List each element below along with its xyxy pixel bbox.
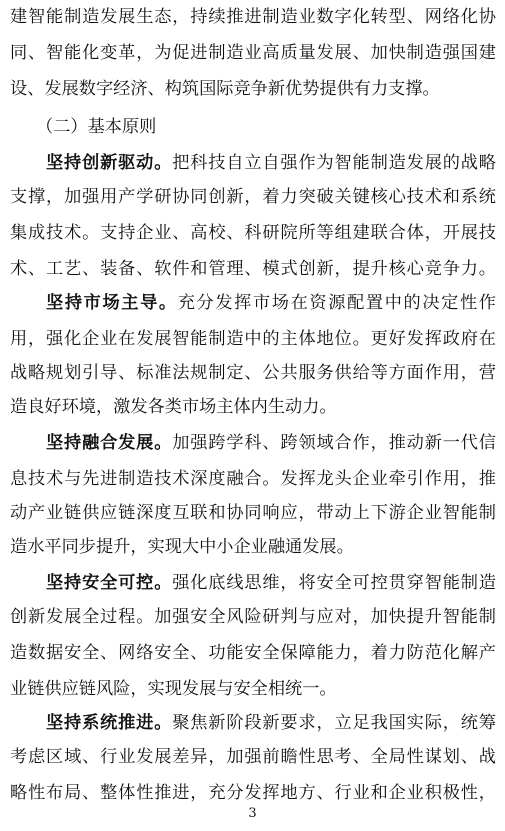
- text-line: 创新发展全过程。加强安全风险研判与应对，加快提升智能制: [10, 607, 496, 627]
- text-line: 设、发展数字经济、构筑国际竞争新优势提供有力支撑。: [10, 79, 440, 99]
- text-line: 业链供应链风险，实现发展与安全相统一。: [10, 679, 337, 699]
- paragraph-first-line: 坚持创新驱动。把科技自立自强作为智能制造发展的战略: [46, 153, 496, 173]
- paragraph-first-line: 坚持安全可控。强化底线思维，将安全可控贯穿智能制造: [46, 573, 496, 593]
- text-line: 息技术与先进制造技术深度融合。发挥龙头企业牵引作用，推: [10, 469, 496, 489]
- text-line: 支撑，加强用产学研协同创新，着力突破关键核心技术和系统: [10, 187, 496, 207]
- principle-title: 坚持创新驱动。: [46, 153, 173, 173]
- principle-title: 坚持市场主导。: [46, 293, 178, 313]
- text-line: 动产业链供应链深度互联和协同响应，带动上下游企业智能制: [10, 503, 496, 523]
- text-line: 术、工艺、装备、软件和管理、模式创新，提升核心竞争力。: [10, 259, 496, 279]
- principle-title: 坚持系统推进。: [46, 713, 173, 733]
- text-line: 同、智能化变革，为促进制造业高质量发展、加快制造强国建: [10, 43, 496, 63]
- paragraph-first-line: 坚持系统推进。聚焦新阶段新要求，立足我国实际，统筹: [46, 713, 496, 733]
- section-heading: （二）基本原则: [36, 117, 157, 137]
- text-line: 造数据安全、网络安全、功能安全保障能力，着力防范化解产: [10, 643, 496, 663]
- paragraph-first-line: 坚持市场主导。充分发挥市场在资源配置中的决定性作: [46, 293, 496, 313]
- principle-title: 坚持安全可控。: [46, 573, 173, 593]
- text-line: 造水平同步提升，实现大中小企业融通发展。: [10, 537, 354, 557]
- paragraph-first-line: 坚持融合发展。加强跨学科、跨领域合作，推动新一代信: [46, 433, 496, 453]
- text-line: 用，强化企业在发展智能制造中的主体地位。更好发挥政府在: [10, 329, 496, 349]
- principle-title: 坚持融合发展。: [46, 433, 173, 453]
- text-line: 战略规划引导、标准法规制定、公共服务供给等方面作用，营: [10, 363, 496, 383]
- text-line: 集成技术。支持企业、高校、科研院所等组建联合体，开展技: [10, 223, 496, 243]
- text-line: 略性布局、整体性推进，充分发挥地方、行业和企业积极性，: [10, 783, 496, 803]
- page-number: 3: [248, 806, 257, 821]
- text-line: 考虑区域、行业发展差异，加强前瞻性思考、全局性谋划、战: [10, 747, 496, 767]
- text-line: 造良好环境，激发各类市场主体内生动力。: [10, 397, 337, 417]
- text-line: 建智能制造发展生态，持续推进制造业数字化转型、网络化协: [10, 7, 496, 27]
